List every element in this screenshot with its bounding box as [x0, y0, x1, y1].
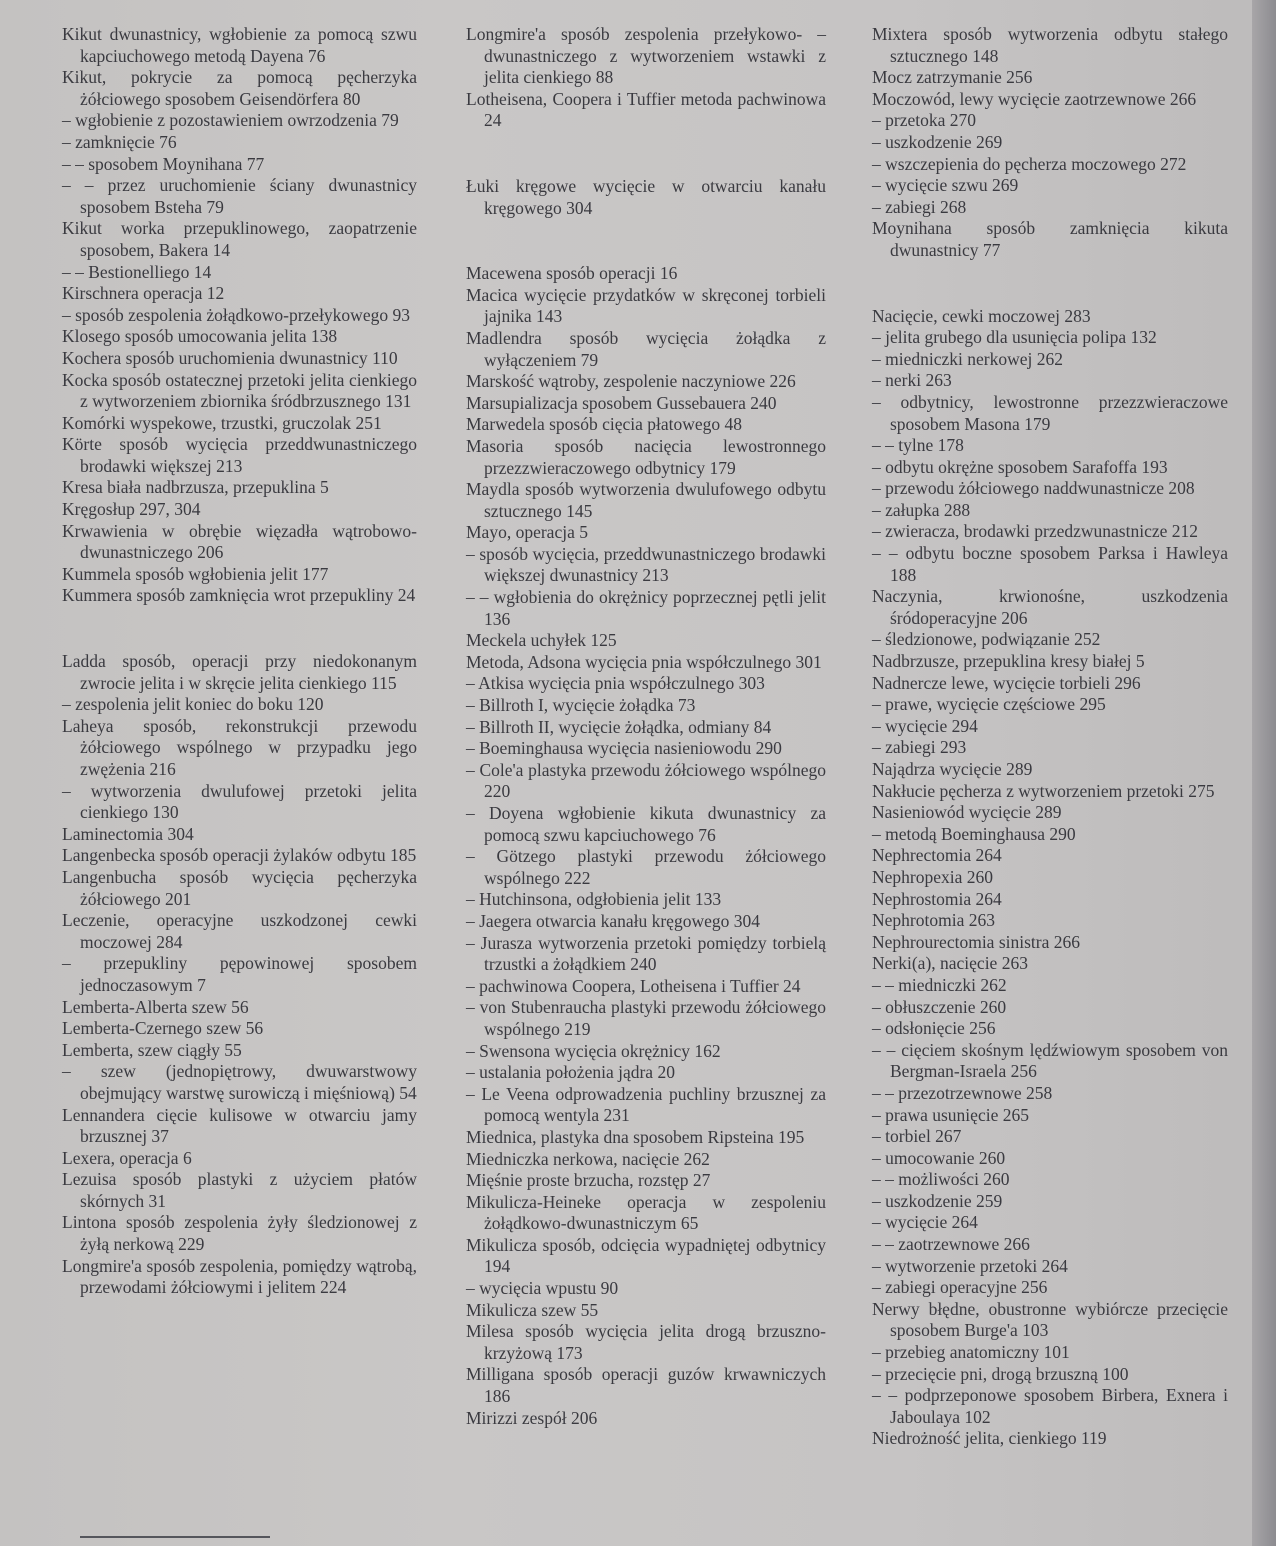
index-entry: Kikut dwunastnicy, wgłobienie za pomocą szwu kapciuchowego metodą Dayena 76 — [62, 24, 417, 66]
index-entry: Kikut worka przepuklinowego, zaopatrzenie sposobem, Bakera 14 — [62, 218, 417, 260]
index-entry: – uszkodzenie 269 — [872, 131, 1003, 152]
index-entry: Nephrourectomia sinistra 266 — [872, 931, 1081, 952]
index-entry: Nadnercze lewe, wycięcie torbieli 296 — [872, 672, 1141, 693]
index-entry: Körte sposób wycięcia przeddwunastniczego brodawki większej 213 — [62, 434, 417, 476]
letter-section-gap — [466, 132, 826, 176]
index-entry: Nerwy błędne, obustronne wybiórcze przecięcie sposobem Burge'a 103 — [872, 1298, 1228, 1341]
index-entry: Lezuisa sposób plastyki z użyciem płatów skórnych 31 — [62, 1169, 417, 1211]
index-entry: – jelita grubego dla usunięcia polipa 132 — [872, 327, 1157, 348]
index-entry: – prawe, wycięcie częściowe 295 — [872, 694, 1106, 715]
index-entry: – zespolenia jelit koniec do boku 120 — [62, 694, 324, 715]
index-entry: Naczynia, krwionośne, uszkodzenia śródoperacyjne 206 — [872, 586, 1228, 628]
index-entry: Lemberta, szew ciągły 55 — [62, 1039, 242, 1060]
index-entry: – – wgłobienia do okrężnicy poprzecznej pętli jelit 136 — [466, 587, 826, 629]
index-entry: – Jurasza wytworzenia przetoki pomiędzy torbielą trzustki a żołądkiem 240 — [466, 932, 826, 975]
index-entry: Mięśnie proste brzucha, rozstęp 27 — [466, 1170, 711, 1191]
letter-section-gap — [872, 262, 1228, 306]
index-entry: Kochera sposób uruchomienia dwunastnicy 110 — [62, 347, 398, 368]
index-entry: – Boeminghausa wycięcia nasieniowodu 290 — [466, 738, 782, 759]
index-entry: – wytworzenia dwulufowej przetoki jelita cienkiego 130 — [62, 780, 417, 823]
index-entry: Kocka sposób ostatecznej przetoki jelita cienkiego z wytworzeniem zbiornika śródbrzusznego 131 — [62, 369, 417, 412]
index-entry: – odbytnicy, lewostronne przezzwieraczowe sposobem Masona 179 — [872, 391, 1228, 434]
index-column-1 — [62, 24, 417, 1299]
index-entry: – Billroth I, wycięcie żołądka 73 — [466, 695, 696, 716]
index-entry: – – miedniczki 262 — [872, 974, 1007, 995]
index-entry: – Swensona wycięcia okrężnicy 162 — [466, 1040, 721, 1061]
index-column-2 — [466, 24, 826, 1429]
index-entry: – – cięciem skośnym lędźwiowym sposobem von Bergman-Israela 256 — [872, 1039, 1228, 1082]
index-entry: – przebieg anatomiczny 101 — [872, 1342, 1070, 1363]
index-entry: – – tylne 178 — [872, 435, 964, 456]
index-entry: Nasieniowód wycięcie 289 — [872, 802, 1062, 823]
index-entry: – zabiegi 293 — [872, 737, 967, 758]
index-entry: Lotheisena, Coopera i Tuffier metoda pachwinowa 24 — [466, 88, 826, 131]
index-entry: Ladda sposób, operacji przy niedokonanym zwrocie jelita i w skręcie jelita cienkiego 115 — [62, 651, 417, 693]
index-entry: Macica wycięcie przydatków w skręconej torbieli jajnika 143 — [466, 284, 826, 327]
index-entry: – zabiegi operacyjne 256 — [872, 1277, 1048, 1298]
index-entry: – Cole'a plastyka przewodu żółciowego wspólnego 220 — [466, 759, 826, 802]
index-entry: Łuki kręgowe wycięcie w otwarciu kanału kręgowego 304 — [466, 175, 826, 218]
index-entry: – przecięcie pni, drogą brzuszną 100 — [872, 1363, 1129, 1384]
index-entry: Kummera sposób zamknięcia wrot przepukliny 24 — [62, 585, 416, 606]
index-entry: Miedniczka nerkowa, nacięcie 262 — [466, 1148, 710, 1169]
index-entry: – przepukliny pępowinowej sposobem jednoczasowym 7 — [62, 953, 417, 995]
index-entry: – wytworzenie przetoki 264 — [872, 1255, 1068, 1276]
index-entry: Maydla sposób wytworzenia dwulufowego odbytu sztucznego 145 — [466, 479, 826, 521]
index-entry: Komórki wyspekowe, trzustki, gruczolak 251 — [62, 412, 382, 433]
index-entry: – wszczepienia do pęcherza moczowego 272 — [872, 153, 1187, 174]
index-entry: – – przez uruchomienie ściany dwunastnicy sposobem Bsteha 79 — [62, 175, 417, 217]
letter-section-gap — [62, 607, 417, 651]
index-entry: – wycięcie 294 — [872, 715, 978, 736]
index-entry: Kręgosłup 297, 304 — [62, 499, 201, 520]
index-entry: – obłuszczenie 260 — [872, 996, 1007, 1017]
index-entry: Moynihana sposób zamknięcia kikuta dwunastnicy 77 — [872, 218, 1228, 260]
index-entry: Lexera, operacja 6 — [62, 1147, 192, 1168]
index-column-3 — [872, 24, 1228, 1450]
index-entry: Moczowód, lewy wycięcie zaotrzewnowe 266 — [872, 88, 1197, 109]
index-entry: – Atkisa wycięcia pnia współczulnego 303 — [466, 673, 765, 694]
index-entry: Lemberta-Czernego szew 56 — [62, 1018, 264, 1039]
index-entry: Mocz zatrzymanie 256 — [872, 67, 1033, 88]
index-entry: Longmire'a sposób zespolenia przełykowo- – dwunastniczego z wytworzeniem wstawki z jelita cienkiego 88 — [466, 24, 826, 88]
index-entry: – nerki 263 — [872, 370, 952, 391]
index-entry: – odbytu okrężne sposobem Sarafoffa 193 — [872, 456, 1168, 477]
index-entry: – umocowanie 260 — [872, 1147, 1006, 1168]
index-entry: – Hutchinsona, odgłobienia jelit 133 — [466, 889, 722, 910]
index-entry: Krwawienia w obrębie więzadła wątrobowo-dwunastniczego 206 — [62, 520, 417, 563]
index-entry: Nacięcie, cewki moczowej 283 — [872, 305, 1091, 326]
index-entry: – – możliwości 260 — [872, 1169, 1010, 1190]
index-entry: Macewena sposób operacji 16 — [466, 263, 678, 284]
index-entry: – – odbytu boczne sposobem Parksa i Hawleya 188 — [872, 543, 1228, 585]
index-entry: Kikut, pokrycie za pomocą pęcherzyka żółciowego sposobem Geisendörfera 80 — [62, 67, 417, 109]
index-entry: – miedniczki nerkowej 262 — [872, 348, 1063, 369]
index-entry: Leczenie, operacyjne uszkodzonej cewki moczowej 284 — [62, 910, 417, 952]
index-entry: – torbiel 267 — [872, 1126, 962, 1147]
index-entry: Klosego sposób umocowania jelita 138 — [62, 326, 338, 347]
page-edge-shadow — [1252, 0, 1276, 1546]
index-entry: Nephrotomia 263 — [872, 910, 995, 931]
index-entry: – metodą Boeminghausa 290 — [872, 823, 1076, 844]
index-entry: – – sposobem Moynihana 77 — [62, 153, 265, 174]
index-entry: Laheya sposób, rekonstrukcji przewodu żółciowego wspólnego w przypadku jego zwężenia 216 — [62, 715, 417, 779]
index-entry: Mayo, operacja 5 — [466, 522, 588, 543]
index-entry: Lemberta-Alberta szew 56 — [62, 996, 249, 1017]
index-entry: Nephrostomia 264 — [872, 888, 1002, 909]
index-entry: Niedrożność jelita, cienkiego 119 — [872, 1428, 1107, 1449]
index-entry: Marskość wątroby, zespolenie naczyniowe 226 — [466, 371, 796, 392]
index-entry: Kresa biała nadbrzusza, przepuklina 5 — [62, 477, 329, 498]
index-entry: Nakłucie pęcherza z wytworzeniem przetoki 275 — [872, 780, 1215, 801]
index-entry: – – podprzeponowe sposobem Birbera, Exnera i Jaboulaya 102 — [872, 1385, 1228, 1427]
index-entry: – uszkodzenie 259 — [872, 1190, 1003, 1211]
index-entry: – von Stubenraucha plastyki przewodu żółciowego wspólnego 219 — [466, 997, 826, 1039]
index-entry: – prawa usunięcie 265 — [872, 1104, 1029, 1125]
index-entry: – ustalania położenia jądra 20 — [466, 1062, 675, 1083]
index-entry: Kirschnera operacja 12 — [62, 283, 225, 304]
index-entry: – wgłobienie z pozostawieniem owrzodzenia 79 — [62, 110, 399, 131]
index-entry: Nerki(a), nacięcie 263 — [872, 953, 1028, 974]
index-entry: – pachwinowa Coopera, Lotheisena i Tuffier 24 — [466, 975, 801, 996]
index-entry: Mixtera sposób wytworzenia odbytu stałego sztucznego 148 — [872, 24, 1228, 66]
index-entry: – – Bestionelliego 14 — [62, 261, 212, 282]
index-entry: – szew (jednopiętrowy, dwuwarstwowy obejmujący warstwę surowiczą i mięśniową) 54 — [62, 1061, 417, 1103]
index-entry: Nephropexia 260 — [872, 866, 994, 887]
index-entry: – zamknięcie 76 — [62, 131, 177, 152]
index-entry: – – przezotrzewnowe 258 — [872, 1082, 1053, 1103]
index-entry: Marsupializacja sposobem Gussebauera 240 — [466, 392, 777, 413]
index-entry: – zabiegi 268 — [872, 196, 967, 217]
index-entry: – zwieracza, brodawki przedzwunastnicze 212 — [872, 521, 1199, 542]
index-entry: Mikulicza sposób, odcięcia wypadniętej odbytnicy 194 — [466, 1234, 826, 1277]
index-entry: Miednica, plastyka dna sposobem Ripsteina 195 — [466, 1126, 805, 1147]
index-entry: Lennandera cięcie kulisowe w otwarciu jamy brzusznej 37 — [62, 1104, 417, 1147]
index-entry: Langenbecka sposób operacji żylaków odbytu 185 — [62, 845, 417, 866]
index-entry: – przetoka 270 — [872, 110, 976, 131]
index-entry: – Jaegera otwarcia kanału kręgowego 304 — [466, 910, 760, 931]
index-entry: Mirizzi zespół 206 — [466, 1407, 598, 1428]
index-entry: – przewodu żółciowego naddwunastnicze 208 — [872, 478, 1195, 499]
index-entry: Metoda, Adsona wycięcia pnia współczulnego 301 — [466, 651, 822, 672]
index-entry: Lintona sposób zespolenia żyły śledzionowej z żyłą nerkową 229 — [62, 1212, 417, 1255]
index-entry: – sposób zespolenia żołądkowo-przełykowego 93 — [62, 304, 410, 325]
index-entry: Marwedela sposób cięcia płatowego 48 — [466, 414, 743, 435]
index-entry: Meckela uchyłek 125 — [466, 630, 617, 651]
index-entry: – odsłonięcie 256 — [872, 1018, 996, 1039]
letter-section-gap — [466, 219, 826, 263]
index-entry: Madlendra sposób wycięcia żołądka z wyłączeniem 79 — [466, 327, 826, 370]
index-entry: Milligana sposób operacji guzów krwawniczych 186 — [466, 1364, 826, 1407]
index-entry: Milesa sposób wycięcia jelita drogą brzuszno-krzyżową 173 — [466, 1321, 826, 1363]
index-entry: Nadbrzusze, przepuklina kresy białej 5 — [872, 651, 1145, 672]
index-entry: – Billroth II, wycięcie żołądka, odmiany 84 — [466, 716, 772, 737]
index-entry: – śledzionowe, podwiązanie 252 — [872, 629, 1101, 650]
index-entry: – Le Veena odprowadzenia puchliny brzusznej za pomocą wentyla 231 — [466, 1083, 826, 1126]
index-entry: – wycięcie szwu 269 — [872, 175, 1019, 196]
index-entry: – załupka 288 — [872, 499, 971, 520]
index-entry: Mikulicza-Heineke operacja w zespoleniu żołądkowo-dwunastniczym 65 — [466, 1191, 826, 1234]
index-entry: Kummela sposób wgłobienia jelit 177 — [62, 563, 329, 584]
index-entry: Laminectomia 304 — [62, 823, 194, 844]
index-entry: Najądrza wycięcie 289 — [872, 759, 1033, 779]
index-entry: – Doyena wgłobienie kikuta dwunastnicy za pomocą szwu kapciuchowego 76 — [466, 803, 826, 845]
index-entry: Langenbucha sposób wycięcia pęcherzyka żółciowego 201 — [62, 866, 417, 909]
index-entry: Longmire'a sposób zespolenia, pomiędzy wątrobą, przewodami żółciowymi i jelitem 224 — [62, 1255, 417, 1298]
index-entry: – sposób wycięcia, przeddwunastniczego brodawki większej dwunastnicy 213 — [466, 543, 826, 586]
index-entry: – Götzego plastyki przewodu żółciowego wspólnego 222 — [466, 846, 826, 888]
index-entry: Masoria sposób nacięcia lewostronnego przezzwieraczowego odbytnicy 179 — [466, 435, 826, 478]
index-entry: – wycięcia wpustu 90 — [466, 1278, 619, 1299]
index-entry: – wycięcie 264 — [872, 1212, 978, 1233]
index-entry: Mikulicza szew 55 — [466, 1299, 599, 1320]
index-entry: Nephrectomia 264 — [872, 845, 1002, 866]
index-entry: – – zaotrzewnowe 266 — [872, 1234, 1030, 1255]
footnote-rule — [80, 1536, 270, 1538]
